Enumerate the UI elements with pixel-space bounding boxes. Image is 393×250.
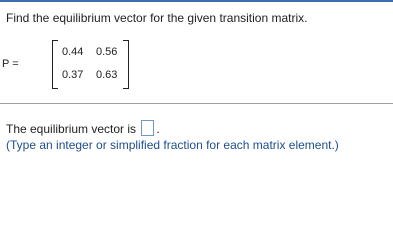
matrix-label: P = (2, 58, 19, 70)
matrix-cell-r1-c1: 0.44 (62, 46, 84, 58)
answer-line (6, 120, 160, 136)
instruction-text: (Type an integer or simplified fraction for each matrix element.) (6, 138, 339, 152)
question-text: Find the equilibrium vector for the given transition matrix. (6, 11, 308, 25)
answer-input-box[interactable] (141, 120, 154, 136)
matrix-cell-r1-c2: 0.56 (96, 46, 118, 58)
answer-suffix: . (156, 122, 160, 136)
section-divider (0, 103, 393, 104)
top-accent-rule (0, 0, 393, 2)
answer-prefix: The equilibrium vector is (6, 122, 137, 136)
matrix-cell-r2-c1: 0.37 (62, 69, 84, 81)
left-bracket (52, 40, 58, 89)
matrix-cell-r2-c2: 0.63 (96, 69, 118, 81)
right-bracket (123, 40, 129, 89)
